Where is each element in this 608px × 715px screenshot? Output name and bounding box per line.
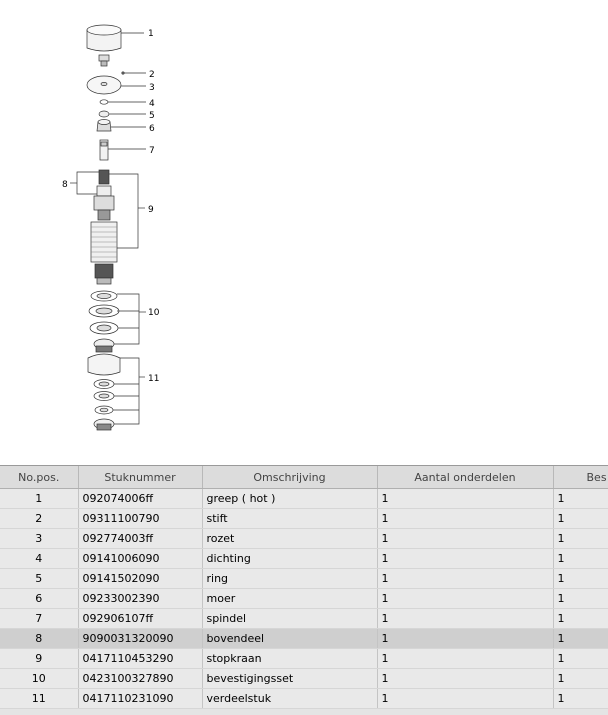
cell-description: moer xyxy=(202,589,377,609)
cell-order-quantity: 1 xyxy=(553,669,608,689)
callout-11[interactable]: 11 xyxy=(148,374,160,384)
cell-order-quantity: 1 xyxy=(553,629,608,649)
table-row[interactable] xyxy=(0,609,608,629)
cell-part-number: 0417110231090 xyxy=(78,689,202,709)
table-row[interactable] xyxy=(0,489,608,509)
cell-quantity: 1 xyxy=(377,649,553,669)
col-header-order[interactable]: Bes xyxy=(553,466,608,489)
cell-order-quantity: 1 xyxy=(553,569,608,589)
cell-description: spindel xyxy=(202,609,377,629)
cell-quantity: 1 xyxy=(377,529,553,549)
cell-part-number: 0417110453290 xyxy=(78,649,202,669)
cell-pos: 11 xyxy=(0,689,78,709)
cell-pos: 3 xyxy=(0,529,78,549)
table-row[interactable] xyxy=(0,589,608,609)
table-row[interactable] xyxy=(0,529,608,549)
cell-order-quantity: 1 xyxy=(553,649,608,669)
table-row[interactable] xyxy=(0,509,608,529)
cell-quantity: 1 xyxy=(377,669,553,689)
cell-order-quantity: 1 xyxy=(553,609,608,629)
cell-order-quantity: 1 xyxy=(553,689,608,709)
cell-description: stift xyxy=(202,509,377,529)
cell-order-quantity: 1 xyxy=(553,589,608,609)
cell-order-quantity: 1 xyxy=(553,509,608,529)
cell-part-number: 092074006ff xyxy=(78,489,202,509)
cell-description: bovendeel xyxy=(202,629,377,649)
cell-description: verdeelstuk xyxy=(202,689,377,709)
callout-1[interactable]: 1 xyxy=(148,29,154,39)
cell-part-number: 9090031320090 xyxy=(78,629,202,649)
cell-part-number: 092774003ff xyxy=(78,529,202,549)
cell-order-quantity: 1 xyxy=(553,489,608,509)
cell-part-number: 09233002390 xyxy=(78,589,202,609)
cell-part-number: 0423100327890 xyxy=(78,669,202,689)
cell-pos: 2 xyxy=(0,509,78,529)
callout-3[interactable]: 3 xyxy=(149,83,155,93)
cell-description: greep ( hot ) xyxy=(202,489,377,509)
table-row[interactable] xyxy=(0,549,608,569)
cell-pos: 5 xyxy=(0,569,78,589)
callout-5[interactable]: 5 xyxy=(149,111,155,121)
callout-2[interactable]: 2 xyxy=(149,70,155,80)
callout-8[interactable]: 8 xyxy=(62,180,68,190)
table-row[interactable] xyxy=(0,629,608,649)
cell-pos: 7 xyxy=(0,609,78,629)
cell-part-number: 092906107ff xyxy=(78,609,202,629)
callout-7[interactable]: 7 xyxy=(149,146,155,156)
cell-quantity: 1 xyxy=(377,489,553,509)
parts-table-container[interactable] xyxy=(0,465,608,715)
callout-10[interactable]: 10 xyxy=(148,308,160,318)
cell-description: dichting xyxy=(202,549,377,569)
cell-quantity: 1 xyxy=(377,549,553,569)
cell-part-number: 09311100790 xyxy=(78,509,202,529)
callout-9[interactable]: 9 xyxy=(148,205,154,215)
cell-pos: 8 xyxy=(0,629,78,649)
cell-description: stopkraan xyxy=(202,649,377,669)
cell-pos: 10 xyxy=(0,669,78,689)
callout-6[interactable]: 6 xyxy=(149,124,155,134)
cell-pos: 1 xyxy=(0,489,78,509)
cell-order-quantity: 1 xyxy=(553,529,608,549)
cell-quantity: 1 xyxy=(377,589,553,609)
cell-order-quantity: 1 xyxy=(553,549,608,569)
cell-description: rozet xyxy=(202,529,377,549)
col-header-part-number[interactable]: Stuknummer xyxy=(78,466,202,489)
cell-part-number: 09141006090 xyxy=(78,549,202,569)
col-header-pos[interactable]: No.pos. xyxy=(0,466,78,489)
cell-pos: 9 xyxy=(0,649,78,669)
cell-quantity: 1 xyxy=(377,629,553,649)
cell-part-number: 09141502090 xyxy=(78,569,202,589)
cell-pos: 4 xyxy=(0,549,78,569)
callout-4[interactable]: 4 xyxy=(149,99,155,109)
col-header-description[interactable]: Omschrijving xyxy=(202,466,377,489)
table-row[interactable] xyxy=(0,689,608,709)
cell-quantity: 1 xyxy=(377,689,553,709)
cell-description: bevestigingsset xyxy=(202,669,377,689)
cell-quantity: 1 xyxy=(377,609,553,629)
table-header-row xyxy=(0,466,608,489)
cell-pos: 6 xyxy=(0,589,78,609)
parts-table xyxy=(0,466,608,709)
table-row[interactable] xyxy=(0,649,608,669)
table-row[interactable] xyxy=(0,669,608,689)
col-header-quantity[interactable]: Aantal onderdelen xyxy=(377,466,553,489)
cell-quantity: 1 xyxy=(377,509,553,529)
table-row[interactable] xyxy=(0,569,608,589)
cell-quantity: 1 xyxy=(377,569,553,589)
cell-description: ring xyxy=(202,569,377,589)
